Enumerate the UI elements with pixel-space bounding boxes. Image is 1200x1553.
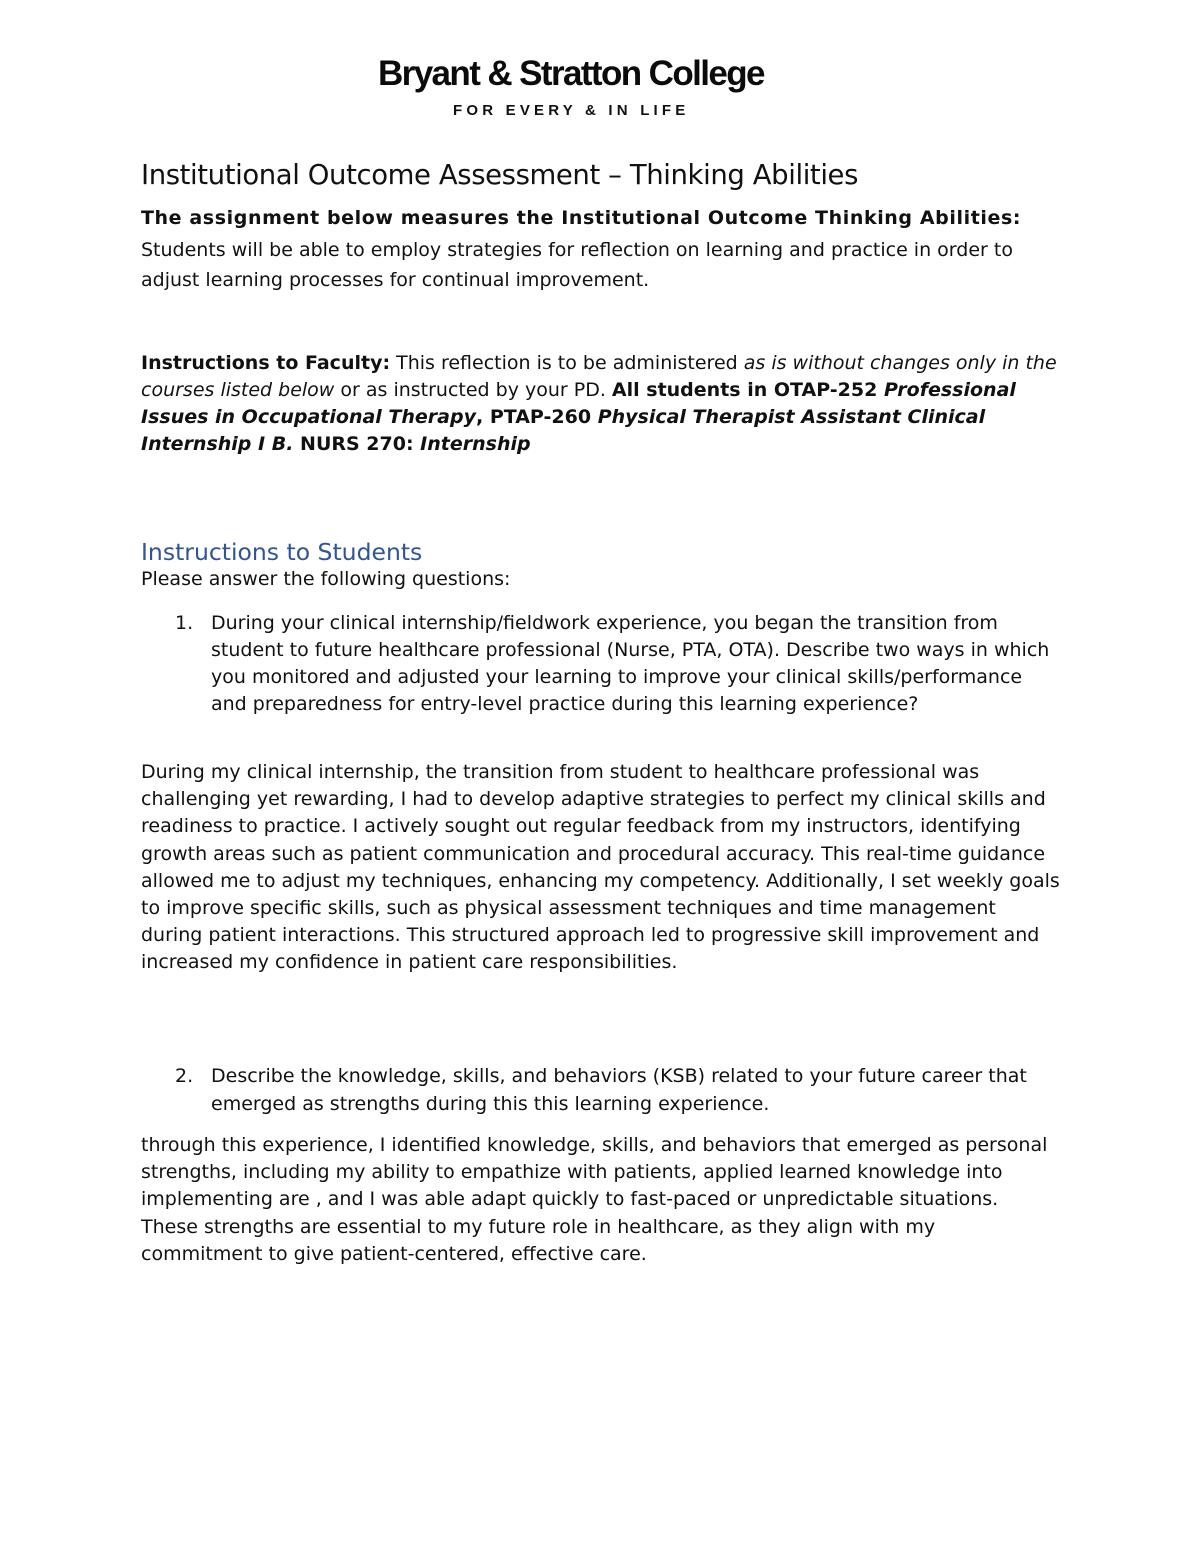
college-logo	[378, 54, 798, 119]
faculty-text-2: as is without changes only in the courses listed below	[141, 352, 1057, 401]
logo-name: Bryant & Stratton College	[378, 54, 764, 93]
question-2-number: 2.	[175, 1065, 194, 1087]
answer-1: During my clinical internship, the transition from student to healthcare professional was challenging yet rewarding, I had to develop adaptive strategies to perfect my clinical skills and readiness to practice. I actively sought out regular feedback from my instructors, identifying growth areas such as patient communication and procedural accuracy. This real-time guidance allowed me to adjust my techniques, enhancing my competency. Additionally, I set weekly goals to improve specific skills, such as physical assessment techniques and time management during patient interactions. This structured approach led to progressive skill improvement and increased my confidence in patient care responsibilities.	[141, 761, 1060, 974]
outcome-heading: The assignment below measures the Institutional Outcome Thinking Abilities:	[141, 207, 1022, 229]
page-title: Institutional Outcome Assessment – Thinking Abilities	[141, 159, 859, 192]
faculty-text-3: or as instructed by your PD.	[334, 379, 612, 401]
outcome-text: Students will be able to employ strategies for reflection on learning and practice in order to adjust learning processes for continual improvement.	[141, 238, 1013, 291]
question-1-number: 1.	[175, 612, 194, 634]
question-1-text: During your clinical internship/fieldwork experience, you began the transition from student to future healthcare professional (Nurse, PTA, OTA). Describe two ways in which you monitored and adjusted your learning to improve your clinical skills/performance and preparedness for entry-level practice during this learning experience?	[211, 612, 1050, 715]
faculty-text-1: This reflection is to be administered	[390, 352, 744, 374]
course-separator-1: , PTAP-260	[475, 406, 598, 428]
course-separator-2: NURS 270:	[293, 433, 421, 455]
answer-2: through this experience, I identified knowledge, skills, and behaviors that emerged as personal strengths, including my ability to empathize with patients, applied learned knowledge into implementing are , and I was able adapt quickly to fast-paced or unpredictable situations. These strengths are essential to my future role in healthcare, as they align with my commitment to give patient-centered, effective care.	[141, 1134, 1048, 1265]
course-otap-252: Professional Issues in Occupational Therapy	[141, 379, 1016, 428]
course-ptap-260: Physical Therapist Assistant Clinical Internship I B.	[141, 406, 986, 455]
question-2-text: Describe the knowledge, skills, and behaviors (KSB) related to your future career that emerged as strengths during this this learning experience.	[211, 1065, 1027, 1115]
all-students-text: All students in OTAP-252	[611, 379, 884, 401]
questions-prompt: Please answer the following questions:	[141, 568, 511, 590]
course-nurs-270: Internship	[420, 433, 531, 455]
faculty-instructions	[141, 350, 1061, 458]
outcome-section	[141, 205, 1061, 295]
faculty-label: Instructions to Faculty:	[141, 352, 391, 374]
students-heading: Instructions to Students	[141, 537, 423, 566]
logo-tagline: FOR EVERY & IN LIFE	[453, 102, 690, 119]
